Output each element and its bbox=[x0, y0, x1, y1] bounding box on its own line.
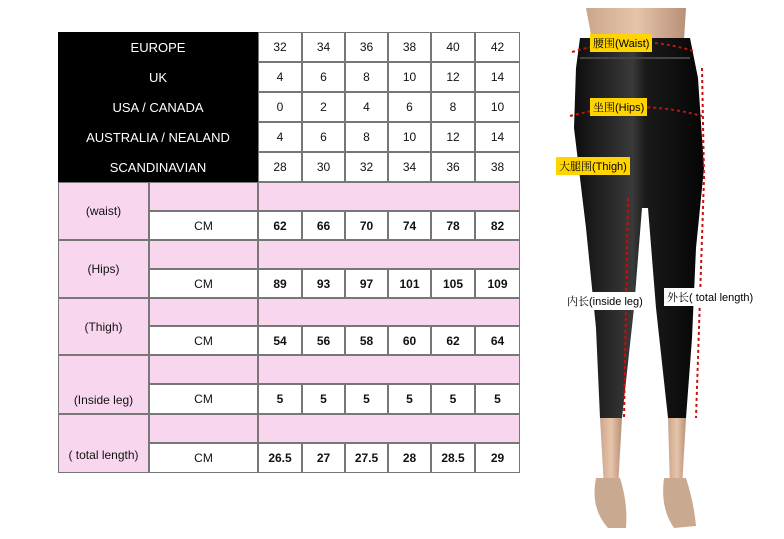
region-label-australia: AUSTRALIA / NEALAND bbox=[58, 122, 258, 152]
blank-cell bbox=[149, 240, 258, 269]
size-cell: 2 bbox=[302, 92, 345, 122]
value-cell: 5 bbox=[475, 384, 520, 414]
value-cell: 56 bbox=[302, 326, 345, 355]
size-cell: 10 bbox=[388, 122, 431, 152]
region-label-usa-canada: USA / CANADA bbox=[58, 92, 258, 122]
value-cell: 70 bbox=[345, 211, 388, 240]
size-cell: 10 bbox=[388, 62, 431, 92]
unit-cell: CM bbox=[149, 211, 258, 240]
leggings-illustration bbox=[556, 8, 778, 533]
size-cell: 14 bbox=[475, 122, 520, 152]
size-cell: 8 bbox=[345, 122, 388, 152]
value-cell: 62 bbox=[258, 211, 302, 240]
region-label-scandinavian: SCANDINAVIAN bbox=[58, 152, 258, 182]
value-cell: 54 bbox=[258, 326, 302, 355]
value-cell: 5 bbox=[258, 384, 302, 414]
annotation-inside-leg: 内长(inside leg) bbox=[564, 292, 646, 310]
size-cell: 8 bbox=[431, 92, 475, 122]
value-cell: 5 bbox=[388, 384, 431, 414]
size-cell: 6 bbox=[388, 92, 431, 122]
value-cell: 58 bbox=[345, 326, 388, 355]
size-cell: 14 bbox=[475, 62, 520, 92]
size-cell: 34 bbox=[388, 152, 431, 182]
annotation-waist: 腰围(Waist) bbox=[590, 34, 652, 52]
blank-cell bbox=[149, 298, 258, 326]
product-photo bbox=[556, 8, 778, 533]
size-chart-table bbox=[58, 32, 520, 473]
size-cell: 38 bbox=[475, 152, 520, 182]
size-cell: 6 bbox=[302, 62, 345, 92]
size-cell: 4 bbox=[258, 62, 302, 92]
measure-label-thigh: (Thigh) bbox=[58, 298, 149, 355]
size-cell: 34 bbox=[302, 32, 345, 62]
value-cell: 82 bbox=[475, 211, 520, 240]
value-cell: 60 bbox=[388, 326, 431, 355]
size-cell: 4 bbox=[258, 122, 302, 152]
blank-cell bbox=[258, 355, 520, 384]
blank-cell bbox=[149, 414, 258, 443]
value-cell: 93 bbox=[302, 269, 345, 298]
blank-cell bbox=[149, 182, 258, 211]
size-cell: 10 bbox=[475, 92, 520, 122]
value-cell: 97 bbox=[345, 269, 388, 298]
unit-cell: CM bbox=[149, 384, 258, 414]
size-cell: 30 bbox=[302, 152, 345, 182]
value-cell: 26.5 bbox=[258, 443, 302, 473]
value-cell: 5 bbox=[302, 384, 345, 414]
value-cell: 105 bbox=[431, 269, 475, 298]
blank-cell bbox=[258, 414, 520, 443]
blank-cell bbox=[258, 182, 520, 211]
region-label-uk: UK bbox=[58, 62, 258, 92]
unit-cell: CM bbox=[149, 443, 258, 473]
annotation-thigh: 大腿围(Thigh) bbox=[556, 157, 630, 175]
size-cell: 0 bbox=[258, 92, 302, 122]
value-cell: 27 bbox=[302, 443, 345, 473]
size-cell: 36 bbox=[345, 32, 388, 62]
value-cell: 74 bbox=[388, 211, 431, 240]
value-cell: 78 bbox=[431, 211, 475, 240]
value-cell: 109 bbox=[475, 269, 520, 298]
blank-cell bbox=[258, 240, 520, 269]
size-cell: 12 bbox=[431, 62, 475, 92]
value-cell: 5 bbox=[345, 384, 388, 414]
measure-label-inside-leg: (Inside leg) bbox=[58, 355, 149, 414]
size-cell: 4 bbox=[345, 92, 388, 122]
size-cell: 32 bbox=[258, 32, 302, 62]
value-cell: 29 bbox=[475, 443, 520, 473]
size-cell: 12 bbox=[431, 122, 475, 152]
size-cell: 8 bbox=[345, 62, 388, 92]
size-cell: 28 bbox=[258, 152, 302, 182]
size-cell: 6 bbox=[302, 122, 345, 152]
value-cell: 89 bbox=[258, 269, 302, 298]
blank-cell bbox=[149, 355, 258, 384]
value-cell: 28.5 bbox=[431, 443, 475, 473]
region-label-europe: EUROPE bbox=[58, 32, 258, 62]
value-cell: 27.5 bbox=[345, 443, 388, 473]
annotation-hips: 坐围(Hips) bbox=[590, 98, 647, 116]
blank-cell bbox=[258, 298, 520, 326]
measure-label-total-length: ( total length) bbox=[58, 414, 149, 473]
size-cell: 36 bbox=[431, 152, 475, 182]
value-cell: 62 bbox=[431, 326, 475, 355]
value-cell: 5 bbox=[431, 384, 475, 414]
unit-cell: CM bbox=[149, 326, 258, 355]
unit-cell: CM bbox=[149, 269, 258, 298]
value-cell: 64 bbox=[475, 326, 520, 355]
value-cell: 28 bbox=[388, 443, 431, 473]
size-cell: 40 bbox=[431, 32, 475, 62]
size-cell: 32 bbox=[345, 152, 388, 182]
annotation-total-length: 外长( total length) bbox=[664, 288, 756, 306]
size-cell: 42 bbox=[475, 32, 520, 62]
size-cell: 38 bbox=[388, 32, 431, 62]
value-cell: 66 bbox=[302, 211, 345, 240]
measure-label-waist: (waist) bbox=[58, 182, 149, 240]
measure-label-hips: (Hips) bbox=[58, 240, 149, 298]
value-cell: 101 bbox=[388, 269, 431, 298]
